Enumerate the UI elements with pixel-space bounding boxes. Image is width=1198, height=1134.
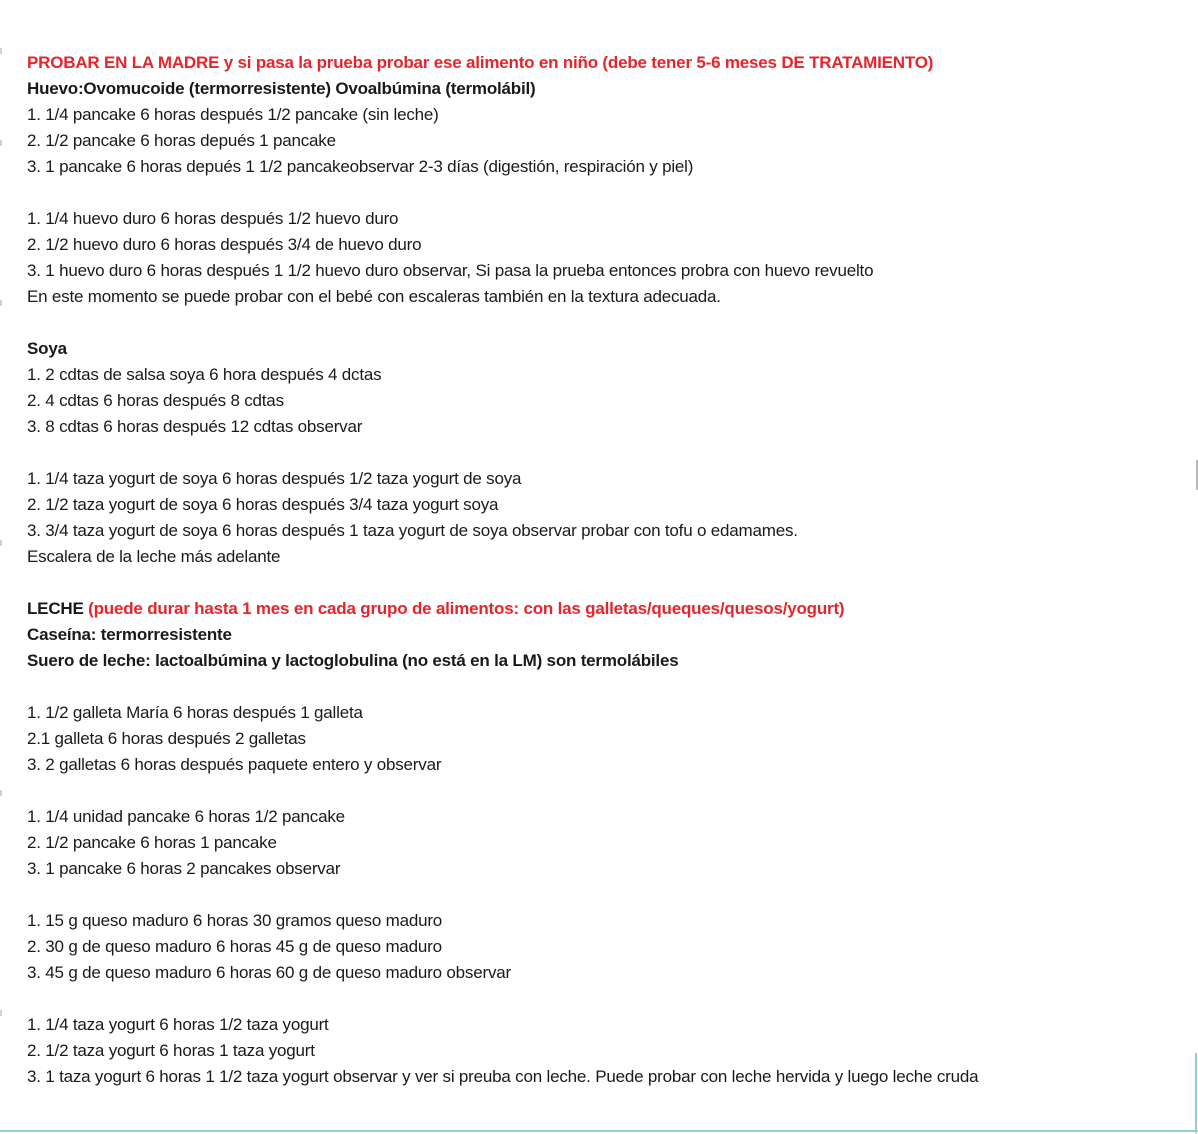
leche-queso-step-2: 2. 30 g de queso maduro 6 horas 45 g de queso maduro xyxy=(27,937,442,956)
leche-heading xyxy=(27,596,1192,622)
intro-title: PROBAR EN LA MADRE y si pasa la prueba probar ese alimento en niño (debe tener 5-6 meses DE TRATAMIENTO) xyxy=(27,53,934,72)
leche-pancake-step-1: 1. 1/4 unidad pancake 6 horas 1/2 pancake xyxy=(27,807,345,826)
page-frame-edge xyxy=(0,1130,1198,1132)
leche-galleta-step-3: 3. 2 galletas 6 horas después paquete entero y observar xyxy=(27,755,442,774)
huevo-pancake-step-3: 3. 1 pancake 6 horas depués 1 1/2 pancakeobservar 2-3 días (digestión, respiración y piel) xyxy=(27,157,694,176)
huevo-egg-step-3: 3. 1 huevo duro 6 horas después 1 1/2 huevo duro observar, Si pasa la prueba entonces probra con huevo revuelto xyxy=(27,261,874,280)
document-body xyxy=(27,50,1192,1090)
leche-heading-label: LECHE xyxy=(27,599,84,618)
page-edge-mark xyxy=(0,790,2,796)
spacer xyxy=(27,570,1192,596)
leche-yogurt-step-2: 2. 1/2 taza yogurt 6 horas 1 taza yogurt xyxy=(27,1041,315,1060)
leche-queso-step-1: 1. 15 g queso maduro 6 horas 30 gramos queso maduro xyxy=(27,911,443,930)
huevo-heading: Huevo:Ovomucoide (termorresistente) Ovoalbúmina (termolábil) xyxy=(27,79,536,98)
leche-caseina: Caseína: termorresistente xyxy=(27,625,232,644)
huevo-egg-step-2: 2. 1/2 huevo duro 6 horas después 3/4 de huevo duro xyxy=(27,235,422,254)
spacer xyxy=(27,882,1192,908)
spacer xyxy=(27,180,1192,206)
page-edge-mark xyxy=(0,1010,2,1016)
spacer xyxy=(27,778,1192,804)
soya-yogurt-step-3: 3. 3/4 taza yogurt de soya 6 horas después 1 taza yogurt de soya observar probar con tofu o edamames. xyxy=(27,521,798,540)
spacer xyxy=(27,440,1192,466)
leche-yogurt-step-3: 3. 1 taza yogurt 6 horas 1 1/2 taza yogurt observar y ver si preuba con leche. Puede probar con leche hervida y luego leche cruda xyxy=(27,1067,979,1086)
page-edge-mark xyxy=(0,540,2,546)
page-edge-mark xyxy=(0,300,2,306)
page-edge-mark xyxy=(0,140,2,146)
leche-galleta-step-2: 2.1 galleta 6 horas después 2 galletas xyxy=(27,729,306,748)
spacer xyxy=(27,674,1192,700)
leche-galleta-step-1: 1. 1/2 galleta María 6 horas después 1 galleta xyxy=(27,703,363,722)
soya-yogurt-step-1: 1. 1/4 taza yogurt de soya 6 horas después 1/2 taza yogurt de soya xyxy=(27,469,522,488)
leche-yogurt-step-1: 1. 1/4 taza yogurt 6 horas 1/2 taza yogurt xyxy=(27,1015,329,1034)
huevo-pancake-step-1: 1. 1/4 pancake 6 horas después 1/2 pancake (sin leche) xyxy=(27,105,439,124)
leche-pancake-step-3: 3. 1 pancake 6 horas 2 pancakes observar xyxy=(27,859,341,878)
leche-queso-step-3: 3. 45 g de queso maduro 6 horas 60 g de queso maduro observar xyxy=(27,963,511,982)
huevo-note: En este momento se puede probar con el bebé con escaleras también en la textura adecuada. xyxy=(27,287,721,306)
soya-yogurt-step-2: 2. 1/2 taza yogurt de soya 6 horas después 3/4 taza yogurt soya xyxy=(27,495,499,514)
soya-heading: Soya xyxy=(27,339,67,358)
huevo-egg-step-1: 1. 1/4 huevo duro 6 horas después 1/2 huevo duro xyxy=(27,209,399,228)
spacer xyxy=(27,310,1192,336)
page-edge-mark xyxy=(0,48,2,54)
huevo-pancake-step-2: 2. 1/2 pancake 6 horas depués 1 pancake xyxy=(27,131,336,150)
page-frame-edge xyxy=(1195,1053,1197,1133)
soya-note: Escalera de la leche más adelante xyxy=(27,547,281,566)
soya-sauce-step-2: 2. 4 cdtas 6 horas después 8 cdtas xyxy=(27,391,284,410)
leche-pancake-step-2: 2. 1/2 pancake 6 horas 1 pancake xyxy=(27,833,277,852)
leche-suero: Suero de leche: lactoalbúmina y lactoglobulina (no está en la LM) son termolábiles xyxy=(27,651,679,670)
soya-sauce-step-1: 1. 2 cdtas de salsa soya 6 hora después 4 dctas xyxy=(27,365,382,384)
soya-sauce-step-3: 3. 8 cdtas 6 horas después 12 cdtas observar xyxy=(27,417,363,436)
spacer xyxy=(27,986,1192,1012)
leche-heading-note: (puede durar hasta 1 mes en cada grupo de alimentos: con las galletas/queques/quesos/yogurt) xyxy=(83,599,845,618)
